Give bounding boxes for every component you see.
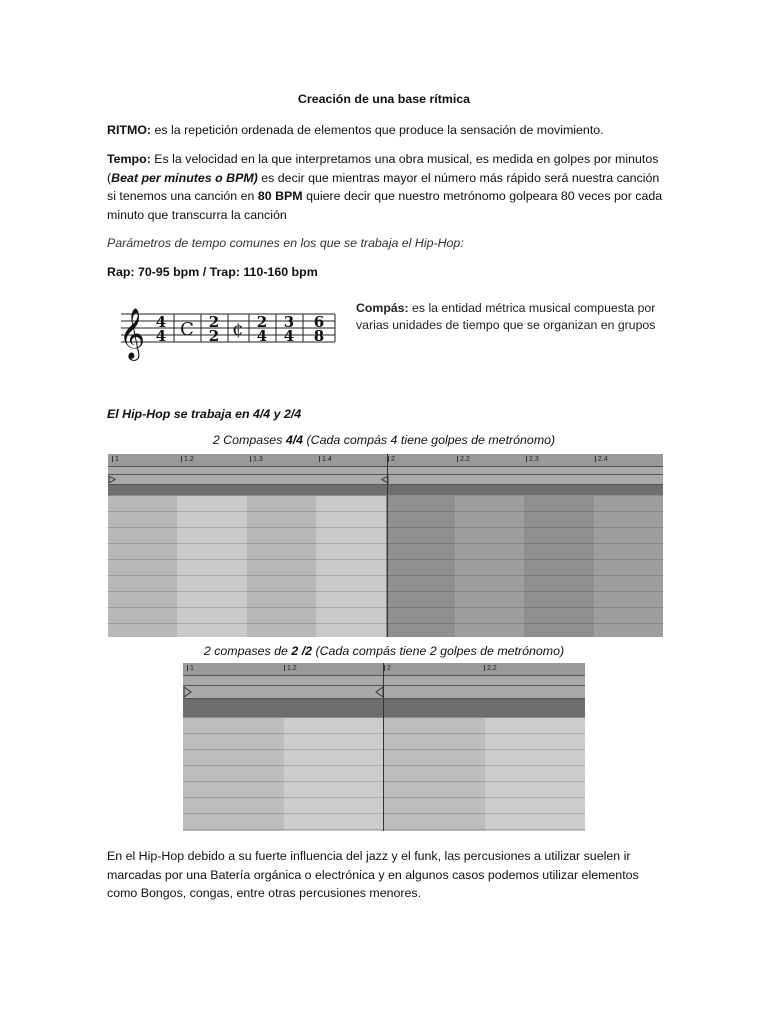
ts4-cut-time: ¢: [232, 319, 244, 340]
timeline-ruler: [108, 454, 663, 467]
tempo-text-2: es decir que mientras mayor el número más rápido será nuestra canción si tenemos una canción en: [107, 170, 660, 203]
ts7-top: 6: [313, 313, 325, 331]
document-title: Creación de una base rítmica: [297, 92, 471, 106]
marker-2-4: 2.4: [595, 456, 608, 462]
ts5-top: 2: [256, 313, 268, 331]
caption-2-2-bold: 2 /2: [291, 644, 313, 658]
caption-4-4-bold: 4/4: [285, 433, 304, 447]
tempo-text-1: Es la velocidad en la que interpretamos una obra musical, es medida en golpes por minutos (: [107, 152, 659, 185]
marker-1: 1: [112, 456, 119, 462]
marker-2-2: 2.2: [457, 456, 470, 462]
clip-header-band: [108, 485, 663, 495]
bar-line: [387, 454, 388, 637]
time-signatures-staff: [117, 296, 337, 364]
timeline-ruler: [183, 663, 585, 676]
treble-clef-icon: 𝄞: [119, 308, 146, 359]
marker-1-2: 1.2: [284, 665, 297, 671]
marker-2: 2: [384, 665, 391, 671]
marker-2-3: 2.3: [526, 456, 539, 462]
ts2-common-time: C: [180, 319, 194, 340]
marker-2: 2: [388, 456, 395, 462]
ts5-bottom: 4: [256, 327, 268, 345]
tempo-paragraph: [107, 150, 667, 224]
ritmo-paragraph: [107, 121, 667, 140]
ts6-top: 3: [283, 313, 295, 331]
piano-roll-2-2: [183, 663, 585, 831]
piano-roll-4-4: [108, 454, 663, 637]
parametros-line: Parámetros de tempo comunes en los que se trabaja el Hip-Hop:: [107, 236, 464, 250]
loop-bar[interactable]: [108, 467, 663, 475]
compas-text: es la entidad métrica musical compuesta por varias unidades de tiempo que se organizan en grupos: [356, 301, 656, 332]
ts1-top: 4: [155, 313, 167, 331]
loop-brace[interactable]: [183, 686, 585, 699]
tempo-text-3: quiere decir que nuestro metrónomo golpeara 80 veces por cada minuto que transcurra la canción: [107, 189, 663, 222]
ts7-bottom: 8: [313, 327, 325, 345]
rap-trap-line: Rap: 70-95 bpm / Trap: 110-160 bpm: [107, 265, 318, 279]
loop-bar[interactable]: [183, 676, 585, 686]
clip-header-band: [183, 699, 585, 717]
marker-2-2: 2.2: [484, 665, 497, 671]
caption-2-2: [0, 644, 768, 658]
ritmo-label: RITMO:: [107, 123, 152, 137]
tempo-bpm-italic: Beat per minutes o BPM): [111, 170, 258, 185]
tempo-bpm-bold: 80 BPM: [257, 189, 303, 203]
bar-line: [383, 663, 384, 831]
ts3-bottom: 2: [208, 327, 220, 345]
caption-4-4-pre: 2 Compases: [212, 433, 286, 447]
loop-brace[interactable]: [108, 475, 663, 485]
marker-1-4: 1.4: [319, 456, 332, 462]
marker-1: 1: [187, 665, 194, 671]
tempo-label: Tempo:: [107, 152, 151, 166]
marker-1-3: 1.3: [250, 456, 263, 462]
caption-4-4: [0, 433, 768, 447]
ts1-bottom: 4: [155, 327, 167, 345]
caption-2-2-pre: 2 compases de: [203, 644, 292, 658]
compas-definition: [356, 300, 656, 334]
loop-markers-icon: [108, 475, 663, 484]
caption-2-2-post: (Cada compás tiene 2 golpes de metrónomo): [312, 644, 565, 658]
caption-4-4-post: (Cada compás 4 tiene golpes de metrónomo): [303, 433, 556, 447]
loop-markers-icon: [183, 686, 585, 698]
ts6-bottom: 4: [283, 327, 295, 345]
marker-1-2: 1.2: [181, 456, 194, 462]
ritmo-text: es la repetición ordenada de elementos que produce la sensación de movimiento.: [151, 123, 604, 137]
ts3-top: 2: [208, 313, 220, 331]
compas-label: Compás:: [356, 301, 409, 315]
hiphop-heading: El Hip-Hop se trabaja en 4/4 y 2/4: [107, 407, 302, 421]
closing-paragraph: En el Hip-Hop debido a su fuerte influencia del jazz y el funk, las percusiones a utilizar suelen ir marcadas por una Batería orgánica o electrónica y en algunos casos podemos utilizar elementos como Bongos, congas, entre otras percusiones menores.: [107, 849, 639, 900]
